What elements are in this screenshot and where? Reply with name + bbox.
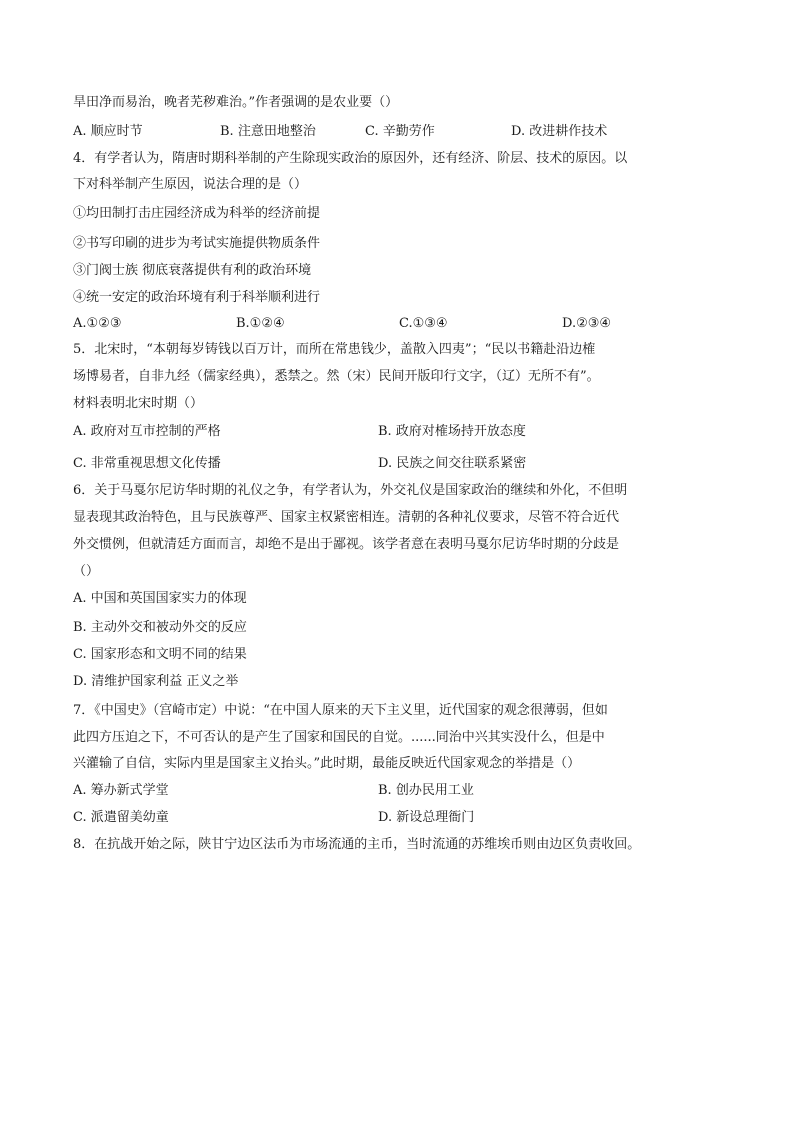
q7-option-d: D. 新设总理衙门: [378, 810, 475, 825]
q3-option-b: B. 注意田地整治: [220, 124, 316, 139]
q5-option-d: D. 民族之间交往联系紧密: [378, 456, 527, 471]
q5-stem-line-3: 材料表明北宋时期（）: [73, 396, 204, 411]
q5-stem-line-1: 5．北宋时，“本朝每岁铸钱以百万计，而所在常患钱少，盖散入四夷”；“民以书籍赴沿边榷: [73, 342, 596, 357]
q4-option-b: B.①②④: [236, 316, 285, 331]
q6-stem-line-1: 6．关于马戛尔尼访华时期的礼仪之争，有学者认为，外交礼仪是国家政治的继续和外化，不但明: [73, 483, 628, 498]
q4-item-1: ①均田制打击庄园经济成为科举的经济前提: [73, 206, 321, 221]
q6-option-b: B. 主动外交和被动外交的反应: [73, 620, 247, 635]
q6-stem-line-4: （）: [73, 564, 100, 579]
q3-option-c: C. 辛勤劳作: [365, 124, 435, 139]
q5-option-a: A. 政府对互市控制的严格: [73, 424, 221, 439]
q4-option-d: D.②③④: [562, 316, 612, 331]
q6-option-d: D. 清维护国家利益 正义之举: [73, 674, 239, 689]
q4-option-a: A.①②③: [73, 316, 122, 331]
q4-stem-line-2: 下对科举制产生原因，说法合理的是（）: [73, 177, 308, 192]
q7-stem-line-2: 此四方压迫之下，不可否认的是产生了国家和国民的自觉。......同治中兴其实没什么，但是中: [73, 730, 605, 745]
q4-item-2: ②书写印刷的进步为考试实施提供物质条件: [73, 236, 321, 251]
q6-option-a: A. 中国和英国国家实力的体现: [73, 591, 247, 606]
q4-option-c: C.①③④: [399, 316, 448, 331]
q7-option-c: C. 派遣留美幼童: [73, 810, 169, 825]
q3-option-d: D. 改进耕作技术: [511, 124, 608, 139]
q4-item-3: ③门阀士族 彻底衰落提供有利的政治环境: [73, 263, 312, 278]
q3-stem-line-1: 旱田净而易治，晚者芜秽难治。”作者强调的是农业要（）: [73, 95, 399, 110]
q7-stem-line-1: 7．《中国史》（宫崎市定）中说：“在中国人原来的天下主义里，近代国家的观念很薄弱，但如: [73, 703, 608, 718]
q7-stem-line-3: 兴灌输了自信，实际内里是国家主义抬头。”此时期，最能反映近代国家观念的举措是（）: [73, 756, 581, 771]
q4-stem-line-1: 4．有学者认为，隋唐时期科举制的产生除现实政治的原因外，还有经济、阶层、技术的原因。以: [73, 151, 628, 166]
q8-stem-line-1: 8．在抗战开始之际，陕甘宁边区法币为市场流通的主币，当时流通的苏维埃币则由边区负责收回。: [73, 837, 641, 852]
q5-stem-line-2: 场博易者，自非九经（儒家经典），悉禁之。然（宋）民间开版印行文字，（辽）无所不有”。: [73, 369, 600, 384]
q4-item-4: ④统一安定的政治环境有利于科举顺利进行: [73, 290, 321, 305]
q7-option-b: B. 创办民用工业: [378, 783, 474, 798]
q5-option-c: C. 非常重视思想文化传播: [73, 456, 221, 471]
q6-stem-line-3: 外交惯例，但就清廷方面而言，却绝不是出于鄙视。该学者意在表明马戛尔尼访华时期的分歧是: [73, 537, 620, 552]
q7-option-a: A. 筹办新式学堂: [73, 783, 169, 798]
q6-option-c: C. 国家形态和文明不同的结果: [73, 647, 247, 662]
q5-option-b: B. 政府对榷场持开放态度: [378, 424, 526, 439]
q6-stem-line-2: 显表现其政治特色，且与民族尊严、国家主权紧密相连。清朝的各种礼仪要求，尽管不符合近代: [73, 510, 620, 525]
q3-option-a: A. 顺应时节: [73, 124, 143, 139]
